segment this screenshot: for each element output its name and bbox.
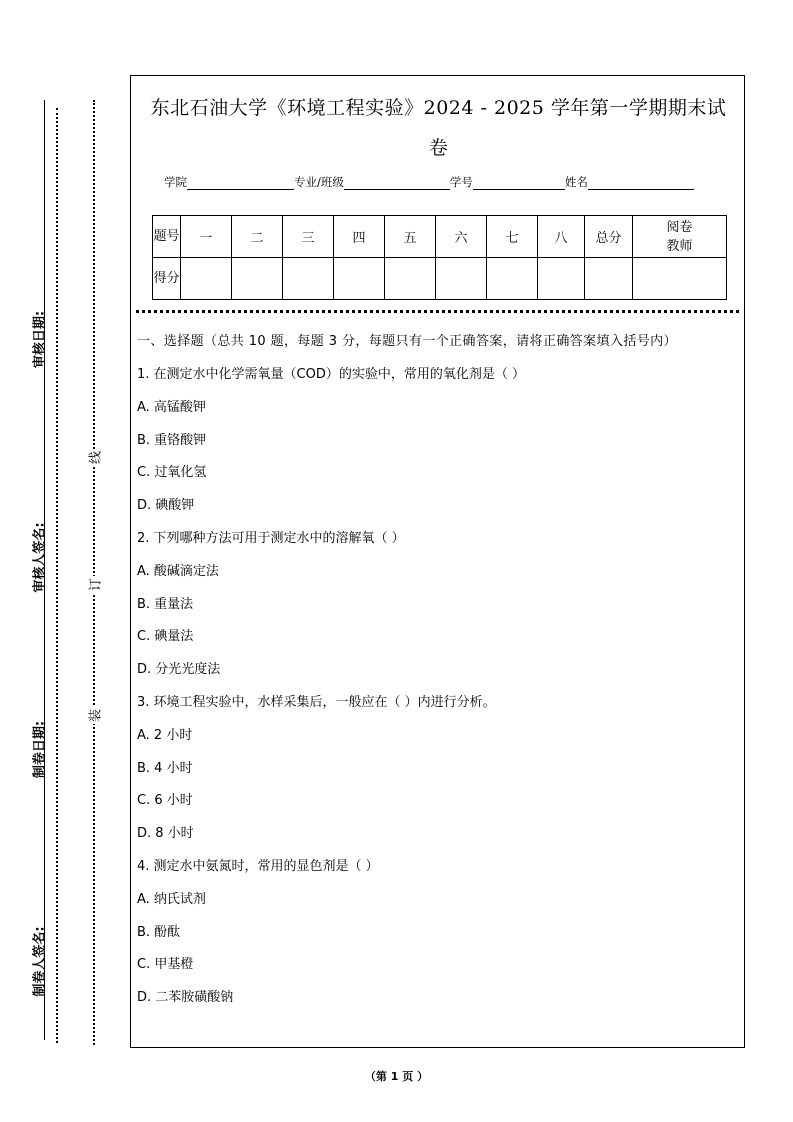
student-info-row	[164, 174, 694, 190]
compiler-signature-label: 制卷人签名:	[32, 926, 48, 997]
question-number-label: 题号	[153, 216, 181, 258]
option-item: C. 6 小时	[137, 793, 193, 809]
dotted-separator	[136, 310, 739, 313]
option-item: D. 二苯胺磺酸钠	[137, 990, 234, 1006]
option-item: A. 酸碱滴定法	[137, 563, 219, 579]
exam-title-line2: 卷	[428, 137, 449, 159]
score-cell-5[interactable]	[385, 258, 436, 300]
reviewer-label: 阅卷教师	[666, 219, 693, 254]
score-table	[152, 215, 727, 300]
question-section	[137, 331, 739, 1015]
score-cell-2[interactable]	[232, 258, 283, 300]
binding-char-line: 线	[85, 449, 104, 466]
option-item: C. 碘量法	[137, 629, 194, 645]
score-cell-7[interactable]	[487, 258, 538, 300]
reviewer-signature-label: 审核人签名:	[32, 522, 48, 593]
option-item: C. 甲基橙	[137, 957, 194, 973]
col-8: 八	[538, 216, 585, 258]
major-class-field[interactable]	[344, 177, 450, 190]
score-cell-1[interactable]	[181, 258, 232, 300]
section-title: 一、选择题（总共 10 题，每题 3 分，每题只有一个正确答案，请将正确答案填入括号内）	[137, 334, 677, 349]
question-stem: 2. 下列哪种方法可用于测定水中的溶解氧（ ）	[137, 530, 405, 546]
margin-dotted-line-outer	[56, 108, 58, 1043]
name-field[interactable]	[588, 177, 694, 190]
score-cell-6[interactable]	[436, 258, 487, 300]
col-1: 一	[181, 216, 232, 258]
name-label: 姓名	[564, 175, 588, 189]
col-7: 七	[487, 216, 538, 258]
binding-char-staple: 订	[85, 576, 104, 593]
score-cell-reviewer[interactable]	[633, 258, 727, 300]
option-item: D. 碘酸钾	[137, 498, 195, 514]
question-stem: 4. 测定水中氨氮时，常用的显色剂是（ ）	[137, 858, 379, 874]
college-label: 学院	[164, 175, 187, 189]
review-date-label: 审核日期:	[32, 310, 48, 369]
col-total: 总分	[585, 216, 633, 258]
compile-date-label: 制卷日期:	[32, 720, 48, 779]
score-label: 得分	[153, 258, 181, 300]
score-cell-3[interactable]	[283, 258, 334, 300]
option-item: B. 重量法	[137, 596, 194, 612]
score-cell-total[interactable]	[585, 258, 633, 300]
col-4: 四	[334, 216, 385, 258]
exam-title	[131, 88, 746, 168]
exam-title-line1: 东北石油大学《环境工程实验》2024 - 2025 学年第一学期期末试	[150, 97, 727, 119]
option-item: B. 4 小时	[137, 760, 193, 776]
option-item: A. 纳氏试剂	[137, 891, 206, 907]
option-item: C. 过氧化氢	[137, 465, 207, 481]
option-item: B. 重铬酸钾	[137, 432, 207, 448]
score-cell-8[interactable]	[538, 258, 585, 300]
page-number: （第 1 页 ）	[364, 1070, 429, 1083]
col-2: 二	[232, 216, 283, 258]
option-item: A. 2 小时	[137, 727, 193, 743]
option-item: B. 酚酞	[137, 924, 181, 940]
col-3: 三	[283, 216, 334, 258]
option-item: A. 高锰酸钾	[137, 399, 206, 415]
question-stem: 1. 在测定水中化学需氧量（COD）的实验中，常用的氧化剂是（ ）	[137, 367, 525, 382]
option-item: D. 分光光度法	[137, 662, 221, 678]
col-5: 五	[385, 216, 436, 258]
college-field[interactable]	[187, 177, 294, 190]
score-cell-4[interactable]	[334, 258, 385, 300]
student-id-label: 学号	[449, 175, 473, 189]
col-6: 六	[436, 216, 487, 258]
question-stem: 3. 环境工程实验中，水样采集后，一般应在（ ）内进行分析。	[137, 694, 496, 710]
student-id-field[interactable]	[473, 177, 565, 190]
binding-char-bind: 装	[85, 707, 104, 724]
major-class-label: 专业/班级	[294, 175, 344, 189]
option-item: D. 8 小时	[137, 826, 194, 842]
exam-frame	[130, 75, 745, 1048]
binding-dotted-line	[93, 100, 95, 1045]
